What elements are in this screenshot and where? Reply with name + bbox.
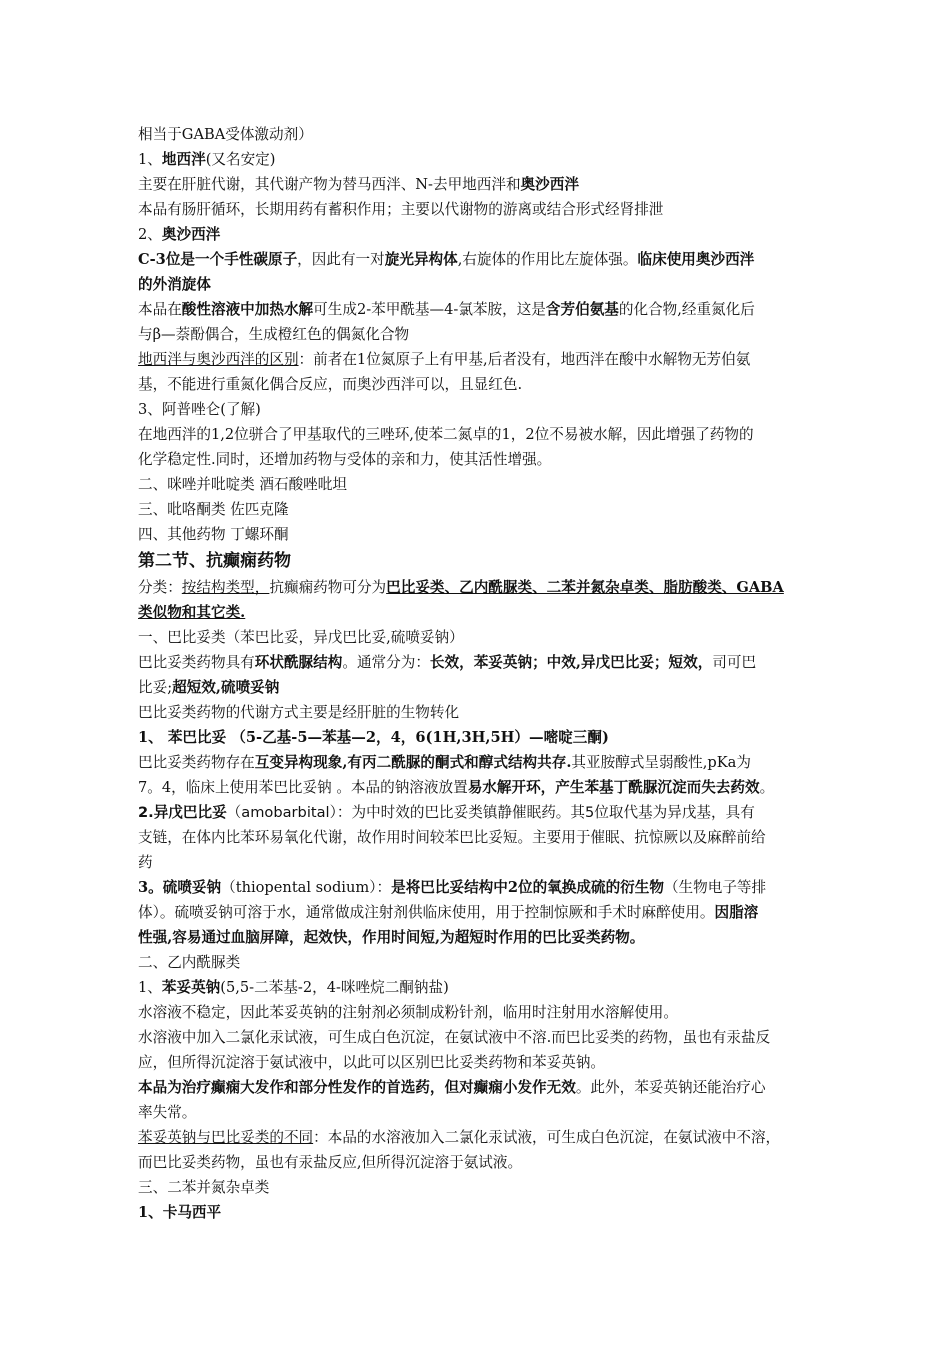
text-line xyxy=(138,750,868,775)
text-line xyxy=(138,322,868,347)
text-run: 比妥; xyxy=(138,679,173,696)
text-run: ，因此有一对 xyxy=(297,251,385,268)
text-line xyxy=(138,1125,868,1150)
text-run: 三、二苯并氮杂卓类 xyxy=(138,1179,270,1196)
text-line xyxy=(138,272,868,297)
text-run: 一、巴比妥类（苯巴比妥，异戊巴比妥,硫喷妥钠） xyxy=(138,629,464,646)
text-run: 巴比妥类药物的代谢方式主要是经肝脏的生物转化 xyxy=(138,704,460,721)
text-run: 的外消旋体 xyxy=(138,276,211,293)
text-line xyxy=(138,775,868,800)
text-run: 巴比妥类药物具有 xyxy=(138,654,255,671)
text-run: 三、吡咯酮类 佐匹克隆 xyxy=(138,501,289,518)
text-run: 长效，苯妥英钠；中效,异戊巴比妥；短效， xyxy=(429,654,713,671)
text-run: 巴比妥类、乙内酰脲类、二苯并氮杂卓类、脂肪酸类、GABA xyxy=(386,579,784,596)
text-run: 分类： xyxy=(138,579,182,596)
text-run: 二、乙内酰脲类 xyxy=(138,954,241,971)
text-run: 因脂溶 xyxy=(714,904,759,921)
text-run: 按结构类型， xyxy=(181,579,270,596)
text-run: 司可巴 xyxy=(712,654,757,671)
text-run: 在地西泮的1,2位骈合了甲基取代的三唑环,使苯二氮卓的1，2位不易被水解，因此增强了药物的 xyxy=(138,426,754,443)
text-run: 类似物和其它类. xyxy=(138,604,246,621)
text-run: 含芳伯氨基 xyxy=(545,301,619,318)
text-line xyxy=(138,600,868,625)
text-line xyxy=(138,625,868,650)
text-run: 性强,容易通过血脑屏障，起效快，作用时间短,为超短时作用的巴比妥类药物。 xyxy=(138,929,645,946)
text-line xyxy=(138,725,868,750)
text-line xyxy=(138,800,868,825)
text-run: 主要在肝脏代谢，其代谢产物为替马西泮、N-去甲地西泮和 xyxy=(138,176,521,193)
text-run: 本品在 xyxy=(138,301,182,318)
text-run: 药 xyxy=(138,854,153,871)
text-run: 体）。硫喷妥钠可溶于水，通常做成注射剂供临床使用，用于控制惊厥和手术时麻醉使用。 xyxy=(138,904,715,921)
text-line xyxy=(138,875,868,900)
text-run: 。此外，苯妥英钠还能治疗心 xyxy=(575,1079,766,1096)
text-line xyxy=(138,1000,868,1025)
text-line xyxy=(138,575,868,600)
text-run: 互变异构现象,有丙二酰脲的酮式和醇式结构共存. xyxy=(254,754,572,771)
text-line xyxy=(138,472,868,497)
text-run: （amobarbital）：为中时效的巴比妥类镇静催眠药。其5位取代基为异戊基，具有 xyxy=(226,804,755,821)
text-run: 临床使用奥沙西泮 xyxy=(637,251,755,268)
text-run: （thiopental sodium）： xyxy=(221,879,392,896)
text-line xyxy=(138,925,868,950)
text-line xyxy=(138,222,868,247)
text-line xyxy=(138,825,868,850)
text-line xyxy=(138,197,868,222)
text-run: 1、 xyxy=(138,979,162,996)
text-run: 苯妥英钠 xyxy=(161,979,221,996)
text-run: 而巴比妥类药物，虽也有汞盐反应,但所得沉淀溶于氨试液。 xyxy=(138,1154,523,1171)
text-run: 可生成2-苯甲酰基—4-氯苯胺，这是 xyxy=(313,301,546,318)
text-run: 1、 xyxy=(138,151,162,168)
text-run: 酸性溶液中加热水解 xyxy=(181,301,314,318)
text-line xyxy=(138,1100,868,1125)
text-run: C-3位是一个手性碳原子 xyxy=(138,251,298,268)
text-line xyxy=(138,147,868,172)
text-run: 1、卡马西平 xyxy=(138,1204,222,1221)
text-run: 巴比妥类药物存在 xyxy=(138,754,255,771)
text-run: (又名安定) xyxy=(205,151,276,168)
text-run: 率失常。 xyxy=(138,1104,197,1121)
text-run: 超短效,硫喷妥钠 xyxy=(172,679,280,696)
text-line xyxy=(138,397,868,422)
text-line xyxy=(138,122,868,147)
text-run: 抗癫痫药物可分为 xyxy=(269,579,387,596)
text-run: 是将巴比妥结构中2位的氧换成硫的衍生物 xyxy=(391,879,664,896)
text-run: 化学稳定性.同时，还增加药物与受体的亲和力，使其活性增强。 xyxy=(138,451,552,468)
text-line xyxy=(138,1075,868,1100)
text-line xyxy=(138,447,868,472)
text-run: ：前者在1位氮原子上有甲基,后者没有，地西泮在酸中水解物无芳伯氨 xyxy=(298,351,751,368)
text-line xyxy=(138,650,868,675)
text-line xyxy=(138,347,868,372)
document-body xyxy=(138,122,868,1225)
text-line xyxy=(138,422,868,447)
text-line xyxy=(138,1150,868,1175)
text-run: 第二节、抗癫痫药物 xyxy=(138,551,291,571)
text-line xyxy=(138,522,868,547)
text-run: 相当于GABA受体激动剂） xyxy=(138,126,313,143)
text-line xyxy=(138,900,868,925)
text-line xyxy=(138,297,868,322)
text-run: 3、阿普唑仑(了解) xyxy=(138,401,261,418)
text-run: 地西泮与奥沙西泮的区别 xyxy=(138,351,299,368)
text-run: 本品为治疗癫痫大发作和部分性发作的首选药，但对癫痫小发作无效 xyxy=(138,1079,576,1096)
text-line xyxy=(138,850,868,875)
text-run: 苯妥英钠与巴比妥类的不同 xyxy=(138,1129,314,1146)
text-run: 奥沙西泮 xyxy=(161,226,221,243)
text-run: ,右旋体的作用比左旋体强。 xyxy=(457,251,638,268)
text-line xyxy=(138,1175,868,1200)
text-line xyxy=(138,172,868,197)
text-line xyxy=(138,1050,868,1075)
text-run: 7。4，临床上使用苯巴比妥钠 。本品的钠溶液放置 xyxy=(138,779,468,796)
text-line xyxy=(138,372,868,397)
text-line xyxy=(138,675,868,700)
text-run: 的化合物,经重氮化后 xyxy=(618,301,755,318)
text-run: 基，不能进行重氮化偶合反应，而奥沙西泮可以，且显红色. xyxy=(138,376,523,393)
text-run: 四、其他药物 丁螺环酮 xyxy=(138,526,289,543)
section-heading xyxy=(138,547,868,575)
text-line xyxy=(138,700,868,725)
text-run: (5,5-二苯基-2，4-咪唑烷二酮钠盐) xyxy=(220,979,449,996)
text-line xyxy=(138,975,868,1000)
text-run: 与β—萘酚偶合，生成橙红色的偶氮化合物 xyxy=(138,326,410,343)
text-run: 。通常分为： xyxy=(342,654,430,671)
text-run: 环状酰脲结构 xyxy=(254,654,343,671)
text-run: 易水解开环，产生苯基丁酰脲沉淀而失去药效 xyxy=(467,779,760,796)
text-run: 二、咪唑并吡啶类 酒石酸唑吡坦 xyxy=(138,476,347,493)
text-run: 其亚胺醇式呈弱酸性,pKa为 xyxy=(571,754,751,771)
text-run: 。 xyxy=(759,779,775,796)
text-line xyxy=(138,950,868,975)
text-run: （生物电子等排 xyxy=(663,879,767,896)
text-line xyxy=(138,1025,868,1050)
text-run: ：本品的水溶液加入二氯化汞试液，可生成白色沉淀，在氨试液中不溶， xyxy=(313,1129,781,1146)
text-run: 3。硫喷妥钠 xyxy=(138,879,222,896)
text-run: 1、 苯巴比妥 （5-乙基-5—苯基—2，4，6(1H,3H,5H）—嘧啶三酮) xyxy=(138,729,609,746)
text-run: 旋光异构体 xyxy=(384,251,458,268)
text-run: 本品有肠肝循环，长期用药有蓄积作用；主要以代谢物的游离或结合形式经肾排泄 xyxy=(138,201,664,218)
text-run: 2、 xyxy=(138,226,162,243)
text-line xyxy=(138,497,868,522)
text-run: 2.异戊巴比妥 xyxy=(138,804,227,821)
text-run: 地西泮 xyxy=(161,151,206,168)
text-run: 水溶液中加入二氯化汞试液，可生成白色沉淀，在氨试液中不溶.而巴比妥类的药物，虽也有汞盐反 xyxy=(138,1029,771,1046)
text-line xyxy=(138,1200,868,1225)
text-line xyxy=(138,247,868,272)
text-run: 奥沙西泮 xyxy=(520,176,579,193)
text-run: 水溶液不稳定，因此苯妥英钠的注射剂必须制成粉针剂，临用时注射用水溶解使用。 xyxy=(138,1004,678,1021)
text-run: 支链，在体内比苯环易氧化代谢，故作用时间较苯巴比妥短。主要用于催眠、抗惊厥以及麻醉前给 xyxy=(138,829,766,846)
text-run: 应，但所得沉淀溶于氨试液中，以此可以区别巴比妥类药物和苯妥英钠。 xyxy=(138,1054,606,1071)
